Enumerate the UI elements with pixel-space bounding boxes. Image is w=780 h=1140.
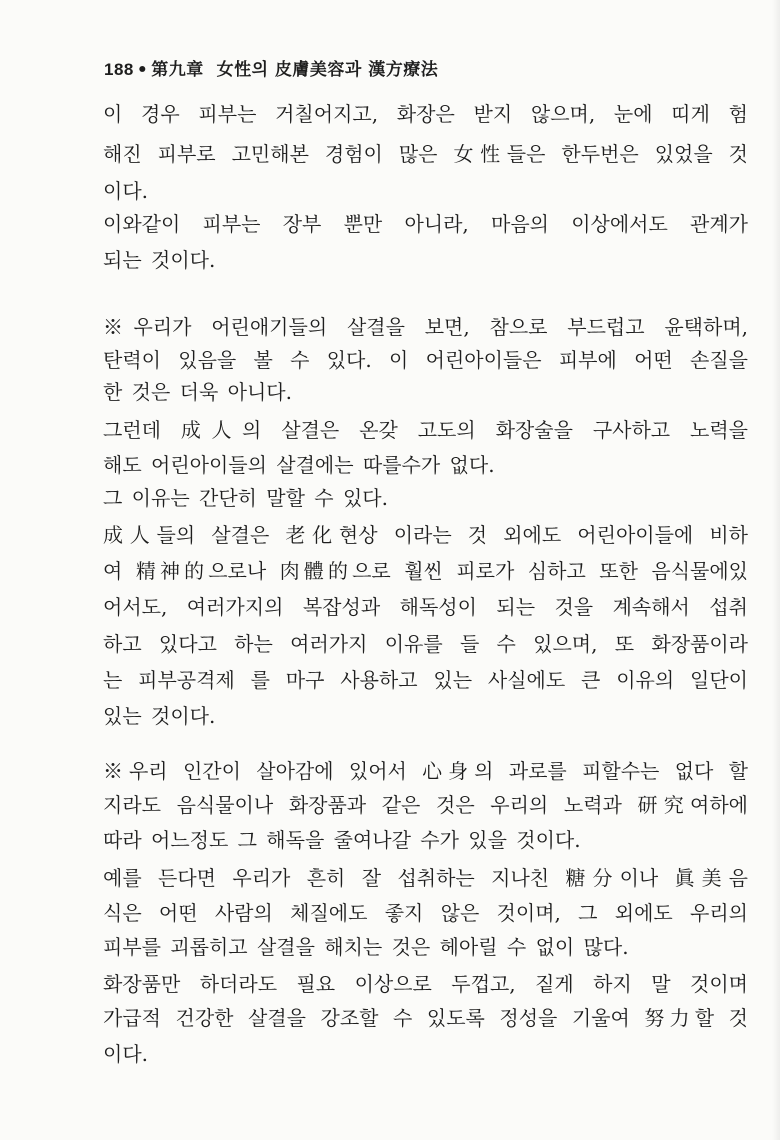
- text-line: 여 精神的으로나 肉體的으로 훨씬 피로가 심하고 또한 음식물에있: [103, 559, 748, 583]
- text-line: 이다.: [103, 1042, 148, 1066]
- text-line: 가급적 건강한 살결을 강조할 수 있도록 정성을 기울여 努力할 것: [103, 1006, 748, 1030]
- text-line: 그 이유는 간단히 말할 수 있다.: [103, 486, 388, 510]
- text-line: 그런데 成人의 살결은 온갖 고도의 화장술을 구사하고 노력을: [103, 418, 748, 442]
- text-line: 는 피부공격제 를 마구 사용하고 있는 사실에도 큰 이유의 일단이: [103, 668, 748, 692]
- chapter-label: 第九章: [151, 60, 204, 80]
- chapter-title: 女性의 皮膚美容과 漢方療法: [216, 60, 439, 80]
- text-line: 이와같이 피부는 장부 뿐만 아니라, 마음의 이상에서도 관계가: [103, 212, 748, 236]
- text-line: 이 경우 피부는 거칠어지고, 화장은 받지 않으며, 눈에 띠게 험: [103, 102, 748, 126]
- text-line: 식은 어떤 사람의 체질에도 좋지 않은 것이며, 그 외에도 우리의: [103, 901, 748, 925]
- page-edge-shadow: [772, 0, 780, 1140]
- text-line: 있는 것이다.: [103, 704, 216, 728]
- text-line: ※우리가 어린애기들의 살결을 보면, 참으로 부드럽고 윤택하며,: [103, 315, 748, 339]
- text-line: 되는 것이다.: [103, 248, 216, 272]
- header-bullet: •: [136, 60, 149, 80]
- text-line: 탄력이 있음을 볼 수 있다. 이 어린아이들은 피부에 어떤 손질을: [103, 348, 748, 372]
- text-line: 예를 든다면 우리가 흔히 잘 섭취하는 지나친 糖分이나 眞美음: [103, 866, 748, 890]
- text-line: 어서도, 여러가지의 복잡성과 해독성이 되는 것을 계속해서 섭취: [103, 595, 748, 619]
- text-line: 따라 어느정도 그 해독을 줄여나갈 수가 있을 것이다.: [103, 828, 581, 852]
- page-number: 188: [104, 60, 134, 79]
- text-line: 이다.: [103, 179, 148, 203]
- text-line: 해도 어린아이들의 살결에는 따를수가 없다.: [103, 453, 495, 477]
- text-line: 한 것은 더욱 아니다.: [103, 380, 292, 404]
- text-line: 成人들의 살결은 老化현상 이라는 것 외에도 어린아이들에 비하: [103, 523, 748, 547]
- text-line: 해진 피부로 고민해본 경험이 많은 女性들은 한두번은 있었을 것: [103, 142, 748, 166]
- text-line: 하고 있다고 하는 여러가지 이유를 들 수 있으며, 또 화장품이라: [103, 632, 748, 656]
- text-line: 피부를 괴롭히고 살결을 해치는 것은 헤아릴 수 없이 많다.: [103, 935, 629, 959]
- text-line: 지라도 음식물이나 화장품과 같은 것은 우리의 노력과 研究여하에: [103, 793, 748, 817]
- running-header: [104, 55, 438, 80]
- text-line: 화장품만 하더라도 필요 이상으로 두껍고, 짙게 하지 말 것이며: [103, 972, 748, 996]
- text-line: ※우리 인간이 살아감에 있어서 心身의 과로를 피할수는 없다 할: [103, 759, 749, 783]
